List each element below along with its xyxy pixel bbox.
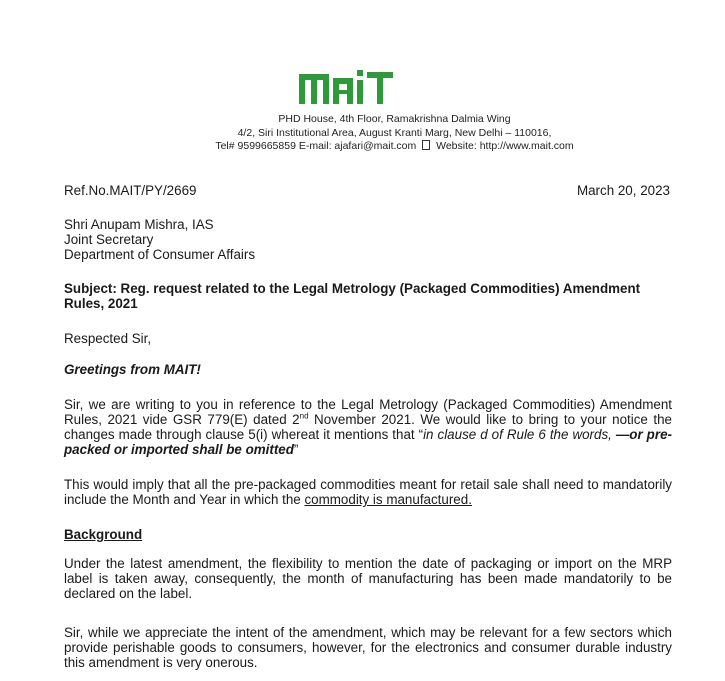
paragraph-1-italic-quote: in clause d of Rule 6 the words, bbox=[423, 427, 616, 442]
paragraph-4: Sir, while we appreciate the intent of the amendment, which may be relevant for a few sectors which provide perishable goods to consumers, however, for the electronics and consumer durable industry this amendment is very onerous. bbox=[64, 625, 672, 670]
addressee-name: Shri Anupam Mishra, IAS bbox=[64, 217, 214, 232]
subject-line: Subject: Reg. request related to the Legal Metrology (Packaged Commodities) Amendment Rules, 2021 bbox=[64, 281, 641, 311]
letterhead-telephone-email: Tel# 9599665859 E-mail: ajafari@mait.com bbox=[215, 140, 417, 152]
letterhead-address-line-1: PHD House, 4th Floor, Ramakrishna Dalmia Wing bbox=[278, 113, 511, 125]
letterhead-contact-line bbox=[32, 139, 725, 153]
paragraph-1-text-a: Sir, we are writing to you in reference to the Legal Metrology (Packaged Commodities) Amendment Rules, 2021 vide GSR 779(E) dated 2 bbox=[64, 397, 672, 427]
reference-number: Ref.No.MAIT/PY/2669 bbox=[64, 183, 197, 198]
letterhead-website: Website: http://www.mait.com bbox=[436, 140, 574, 152]
paragraph-1-bold-italic-quote: —or pre-packed or imported shall be omitted bbox=[64, 427, 672, 457]
mait-logo bbox=[297, 66, 397, 106]
paragraph-2-text: This would imply that all the pre-packaged commodities meant for retail sale shall need to mandatorily include the Month and Year in which the bbox=[64, 477, 672, 507]
salutation: Respected Sir, bbox=[64, 331, 152, 346]
paragraph-3: Under the latest amendment, the flexibility to mention the date of packaging or import on the MRP label is taken away, consequently, the month of manufacturing has been made mandatorily to be declared on the label. bbox=[64, 556, 672, 601]
paragraph-1-text-b: November 2021. We would like to bring to your notice the changes made through clause 5(i) whereat it mentions that “ bbox=[64, 412, 672, 442]
addressee-title: Joint Secretary bbox=[64, 232, 154, 247]
addressee-block bbox=[64, 217, 255, 262]
greeting: Greetings from MAIT! bbox=[64, 362, 201, 377]
addressee-department: Department of Consumer Affairs bbox=[64, 247, 256, 262]
letterhead-address-line-2: 4/2, Siri Institutional Area, August Kranti Marg, New Delhi – 110016, bbox=[237, 127, 552, 139]
letter-date: March 20, 2023 bbox=[576, 183, 670, 198]
paragraph-2 bbox=[64, 477, 672, 507]
ordinal-superscript: nd bbox=[299, 411, 309, 421]
paragraph-1 bbox=[64, 397, 672, 457]
separator-box-icon bbox=[422, 140, 430, 150]
paragraph-2-underlined: commodity is manufactured. bbox=[304, 492, 472, 507]
background-heading: Background bbox=[64, 527, 143, 542]
paragraph-1-closing-quote: ” bbox=[293, 442, 299, 457]
